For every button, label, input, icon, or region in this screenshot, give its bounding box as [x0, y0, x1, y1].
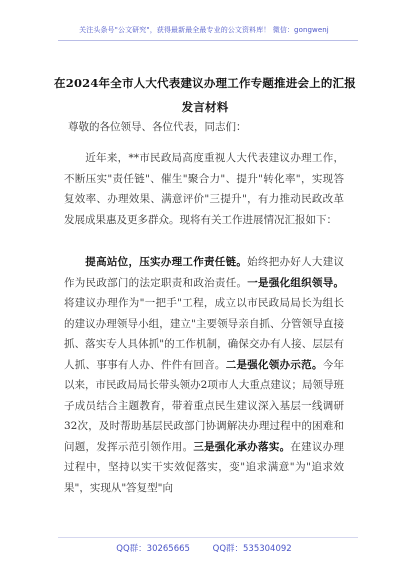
header-banner [0, 0, 408, 62]
document-title-line1: 在2024年全市人大代表建议办理工作专题推进会上的汇报 [54, 76, 356, 90]
section-text-d: 在建议办理过程中，坚持以实干实效促落实，变"追求满意"为"追求效果"，实现从"答复型"向 [64, 440, 345, 494]
footer-qq-group-1: QQ群：30265665 [116, 544, 190, 554]
header-divider [58, 40, 358, 41]
footer-divider [58, 537, 358, 538]
subpoint-heading-2: 二是强化领办示范。 [225, 358, 323, 371]
subpoint-heading-1: 一是强化组织领导。 [247, 276, 345, 289]
section-text-a: 始终把办好人大建议作为民政部门的法定职责和政治责任。 [64, 256, 345, 289]
subpoint-heading-3: 三是强化承办落实。 [193, 440, 291, 453]
section-text-b: 将建议办理作为"一把手"工程，成立以市民政局局长为组长的建议办理领导小组，建立"主要领导亲自抓、分管领导直接抓、落实专人具体抓"的工作机制，确保交办有人接、层层有人抓、事事有人办、件件有回音。 [64, 297, 344, 371]
section-text-c: 今年以来，市民政局局长带头领办2项市人大重点建议；局领导班子成员结合主题教育，带着重点民生建议深入基层一线调研32次，及时帮助基层民政部门协调解决办理过程中的困难和问题，发挥示范引领作用。 [64, 358, 345, 453]
section-heading: 提高站位，压实办理工作责任链。 [85, 256, 248, 268]
footer [0, 542, 408, 554]
footer-qq-group-2: QQ群：535304092 [212, 544, 292, 554]
paragraph-intro [64, 148, 344, 230]
paragraph-section-1 [64, 252, 344, 498]
document-title-line2: 发言材料 [181, 100, 229, 114]
paragraph-intro-text: 近年来，**市民政局高度重视人大代表建议办理工作，不断压实"责任链"、催生"聚合力"、提升"转化率"，实现答复效率、办理效果、满意评价"三提升"，有力推动民政改革发展成果惠及更多群众。现将有关工作进展情况汇报如下： [64, 152, 344, 226]
header-notice: 关注头条号"公文研究"，获得最新最全最专业的公文资料库！ 微信：gongwenj [79, 26, 329, 34]
salutation: 尊敬的各位领导、各位代表，同志们： [68, 121, 247, 133]
